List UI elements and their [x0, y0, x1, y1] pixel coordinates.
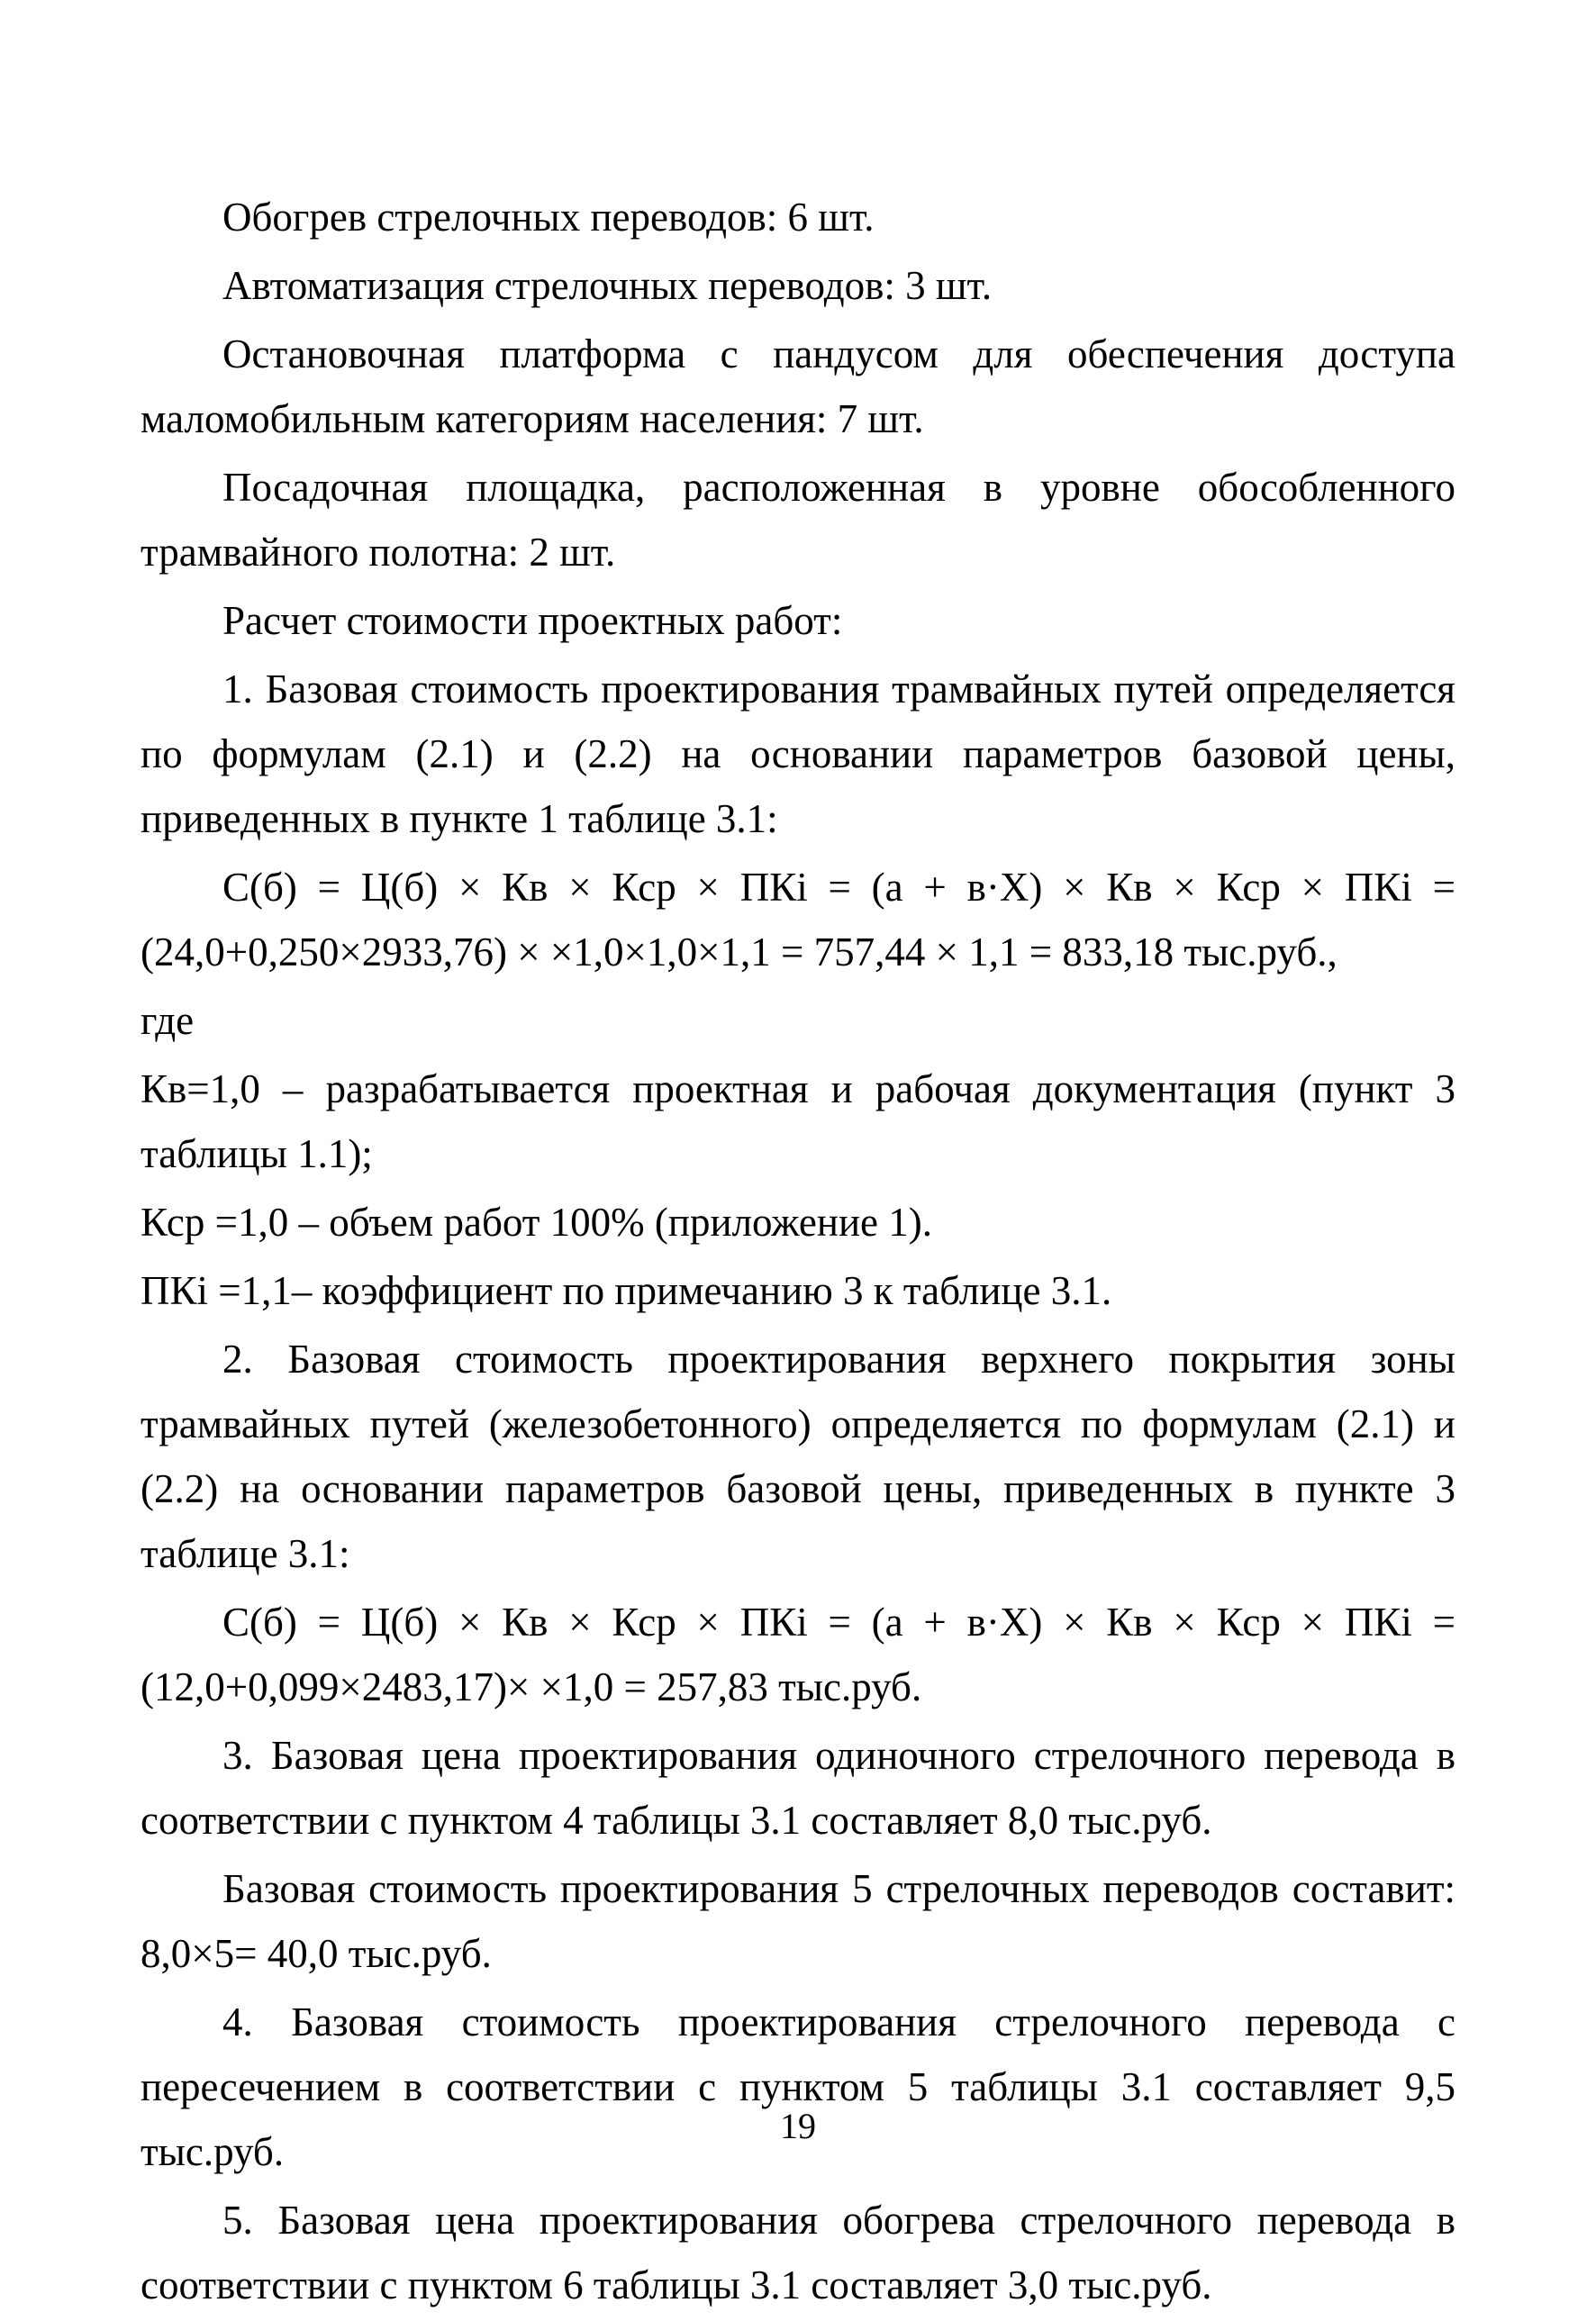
page-number: 19 — [780, 2106, 816, 2146]
paragraph-item-1: 1. Базовая стоимость проектирования трамвайных путей определяется по формулам (2.1) и (2.2) на основании параметров базовой цены, приведенных в пункте 1 таблице 3.1: — [141, 666, 1455, 841]
paragraph-pki-definition: ПКi =1,1– коэффициент по примечанию 3 к таблице 3.1. — [141, 1268, 1112, 1313]
paragraph-item-4: 4. Базовая стоимость проектирования стрелочного перевода с пересечением в соответствии с пунктом 5 таблицы 3.1 составляет 9,5 тыс.руб. — [141, 1999, 1455, 2174]
paragraph-item-2: 2. Базовая стоимость проектирования верхнего покрытия зоны трамвайных путей (железобетонного) определяется по формулам (2.1) и (2.2) на основании параметров базовой цены, приведенных в пункте 3 таблице 3.1: — [141, 1337, 1455, 1576]
formula-2: С(б) = Ц(б) × Кв × Кср × ПКi = (а + в·Х) × Кв × Кср × ПКi = (12,0+0,099×2483,17)× ×1,0 = 257,83 тыс.руб. — [141, 1600, 1455, 1709]
formula-1: С(б) = Ц(б) × Кв × Кср × ПКi = (а + в·Х) × Кв × Кср × ПКi = (24,0+0,250×2933,76) × ×1,0×1,0×1,1 = 757,44 × 1,1 = 833,18 тыс.руб., — [141, 865, 1455, 975]
paragraph-switch-automation: Автоматизация стрелочных переводов: 3 шт. — [222, 263, 993, 308]
paragraph-item-5: 5. Базовая цена проектирования обогрева стрелочного перевода в соответствии с пунктом 6 таблицы 3.1 составляет 3,0 тыс.руб. — [141, 2198, 1455, 2307]
paragraph-five-switches: Базовая стоимость проектирования 5 стрелочных переводов составит: 8,0×5= 40,0 тыс.руб. — [141, 1866, 1455, 1976]
paragraph-switch-heating: Обогрев стрелочных переводов: 6 шт. — [222, 195, 875, 240]
paragraph-boarding-area: Посадочная площадка, расположенная в уровне обособленного трамвайного полотна: 2 шт. — [141, 465, 1455, 575]
paragraph-kv-definition: Кв=1,0 – разрабатывается проектная и рабочая документация (пункт 3 таблицы 1.1); — [141, 1066, 1455, 1176]
paragraph-calc-heading: Расчет стоимости проектных работ: — [222, 598, 843, 643]
paragraph-platform-ramp: Остановочная платформа с пандусом для обеспечения доступа маломобильным категориям населения: 7 шт. — [141, 331, 1455, 441]
paragraph-where: где — [141, 998, 195, 1043]
paragraph-ksr-definition: Кср =1,0 – объем работ 100% (приложение 1). — [141, 1200, 932, 1245]
paragraph-item-3: 3. Базовая цена проектирования одиночного стрелочного перевода в соответствии с пунктом 4 таблицы 3.1 составляет 8,0 тыс.руб. — [141, 1733, 1455, 1843]
document-page — [141, 185, 1455, 2321]
